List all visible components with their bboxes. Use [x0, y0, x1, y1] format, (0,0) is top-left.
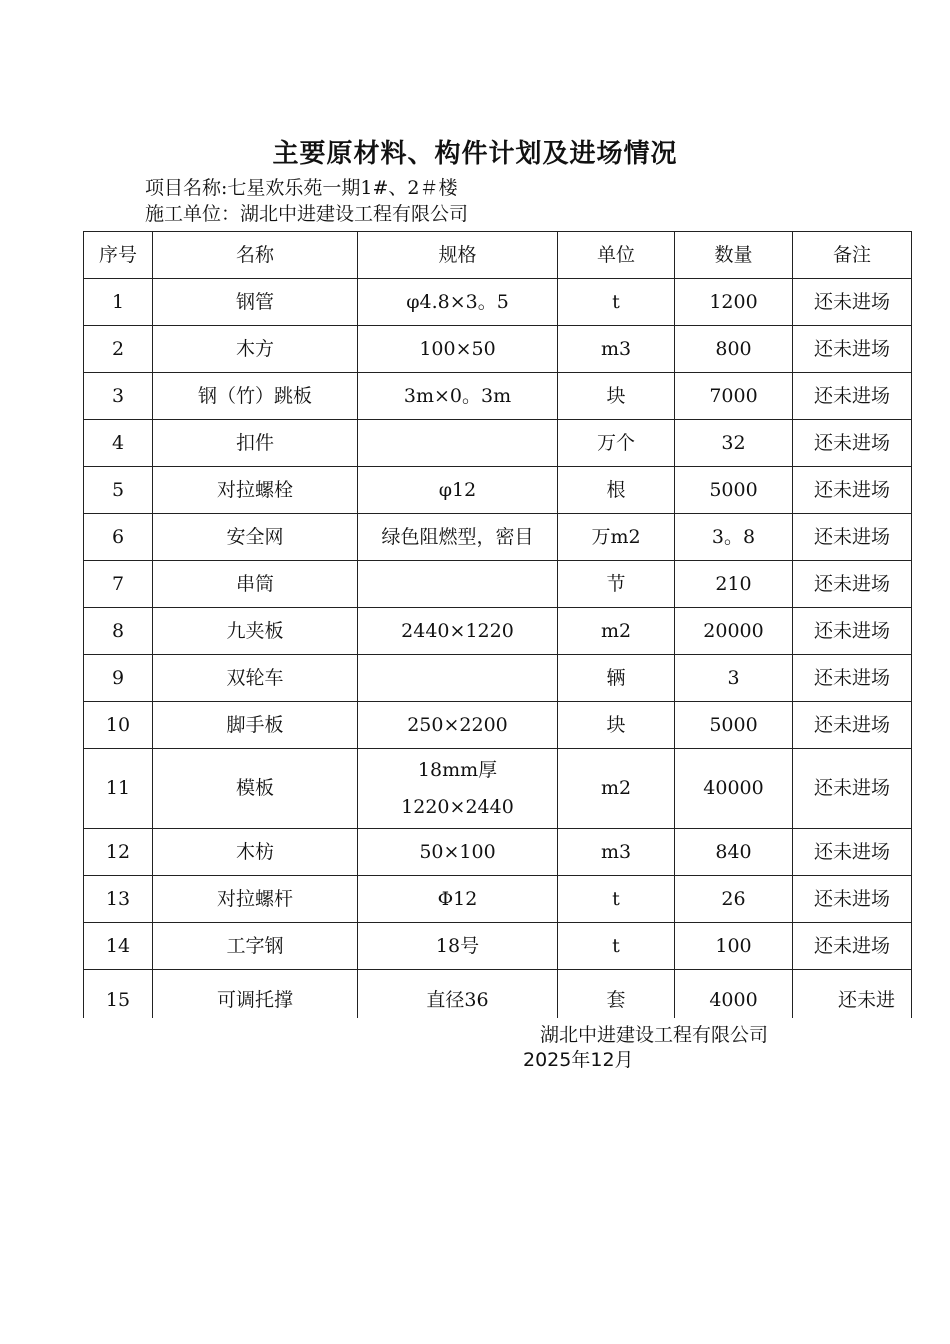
cell-note: 还未进场: [793, 923, 912, 970]
cell-qty: 840: [675, 829, 793, 876]
table-row: [84, 373, 912, 420]
cell-qty: 40000: [675, 749, 793, 829]
cell-name: 脚手板: [153, 702, 358, 749]
cell-no: 11: [84, 749, 153, 829]
table-row: [84, 326, 912, 373]
cell-spec: 100×50: [358, 326, 558, 373]
cell-qty: 4000: [675, 970, 793, 1019]
cell-qty: 5000: [675, 702, 793, 749]
cell-name: 对拉螺杆: [153, 876, 358, 923]
cell-no: 3: [84, 373, 153, 420]
cell-qty: 5000: [675, 467, 793, 514]
cell-qty: 32: [675, 420, 793, 467]
cell-unit: m3: [558, 829, 675, 876]
cell-unit: t: [558, 923, 675, 970]
cell-no: 8: [84, 608, 153, 655]
table-row: [84, 923, 912, 970]
cell-qty: 3: [675, 655, 793, 702]
cell-unit: t: [558, 279, 675, 326]
cell-no: 14: [84, 923, 153, 970]
table-row: [84, 467, 912, 514]
cell-qty: 1200: [675, 279, 793, 326]
cell-name: 可调托撑: [153, 970, 358, 1019]
materials-table: [83, 231, 912, 1018]
cell-note: 还未进场: [793, 326, 912, 373]
table-row: [84, 702, 912, 749]
page-title: 主要原材料、构件计划及进场情况: [272, 139, 678, 169]
project-name: 项目名称:七星欢乐苑一期1#、2＃楼: [145, 177, 458, 199]
table-header-row: [84, 232, 912, 279]
construction-unit: 施工单位：湖北中进建设工程有限公司: [145, 203, 469, 225]
cell-no: 15: [84, 970, 153, 1019]
table-row: [84, 970, 912, 1019]
cell-note: 还未进场: [793, 876, 912, 923]
cell-spec: 绿色阻燃型，密目: [358, 514, 558, 561]
header-note: 备注: [793, 232, 912, 279]
header-qty: 数量: [675, 232, 793, 279]
cell-qty: 7000: [675, 373, 793, 420]
cell-qty: 210: [675, 561, 793, 608]
cell-note: 还未进场: [793, 561, 912, 608]
cell-unit: t: [558, 876, 675, 923]
cell-no: 7: [84, 561, 153, 608]
cell-spec: 50×100: [358, 829, 558, 876]
cell-unit: 套: [558, 970, 675, 1019]
cell-name: 钢管: [153, 279, 358, 326]
table-row: [84, 876, 912, 923]
cell-note: 还未进场: [793, 702, 912, 749]
cell-spec: [358, 749, 558, 829]
cell-note: 还未进场: [793, 829, 912, 876]
cell-unit: 块: [558, 373, 675, 420]
cell-spec: Φ12: [358, 876, 558, 923]
cell-no: 12: [84, 829, 153, 876]
header-no: 序号: [84, 232, 153, 279]
cell-qty: 3。8: [675, 514, 793, 561]
footer-company: 湖北中进建设工程有限公司: [540, 1024, 769, 1046]
cell-name: 九夹板: [153, 608, 358, 655]
table-row: [84, 561, 912, 608]
cell-name: 对拉螺栓: [153, 467, 358, 514]
header-unit: 单位: [558, 232, 675, 279]
cell-no: 6: [84, 514, 153, 561]
cell-no: 10: [84, 702, 153, 749]
cell-note: 还未进场: [793, 373, 912, 420]
cell-unit: 块: [558, 702, 675, 749]
cell-spec: 直径36: [358, 970, 558, 1019]
cell-no: 4: [84, 420, 153, 467]
cell-note: 还未进场: [793, 608, 912, 655]
cell-unit: 根: [558, 467, 675, 514]
cell-qty: 100: [675, 923, 793, 970]
cell-qty: 800: [675, 326, 793, 373]
cell-name: 工字钢: [153, 923, 358, 970]
cell-spec: 18号: [358, 923, 558, 970]
cell-unit: 节: [558, 561, 675, 608]
cell-no: 1: [84, 279, 153, 326]
header-spec: 规格: [358, 232, 558, 279]
cell-note: 还未进场: [793, 655, 912, 702]
cell-unit: m2: [558, 608, 675, 655]
cell-unit: m3: [558, 326, 675, 373]
cell-name: 木方: [153, 326, 358, 373]
cell-note: 还未进场: [793, 514, 912, 561]
cell-note: 还未进场: [793, 279, 912, 326]
cell-note: 还未进场: [793, 420, 912, 467]
table-row: [84, 608, 912, 655]
cell-spec: φ12: [358, 467, 558, 514]
table-row: [84, 829, 912, 876]
footer-date: 2025年12月: [523, 1049, 634, 1071]
cell-name: 安全网: [153, 514, 358, 561]
cell-note: 还未进场: [793, 749, 912, 829]
cell-no: 13: [84, 876, 153, 923]
cell-note: 还未进场: [793, 467, 912, 514]
cell-qty: 26: [675, 876, 793, 923]
cell-no: 2: [84, 326, 153, 373]
cell-name: 双轮车: [153, 655, 358, 702]
cell-unit: 万个: [558, 420, 675, 467]
cell-note: 还未进: [793, 970, 912, 1019]
table-row: [84, 279, 912, 326]
cell-name: 串筒: [153, 561, 358, 608]
cell-spec: 3m×0。3m: [358, 373, 558, 420]
cell-spec: 2440×1220: [358, 608, 558, 655]
cell-no: 5: [84, 467, 153, 514]
table-row: [84, 749, 912, 829]
cell-spec: [358, 561, 558, 608]
table-row: [84, 514, 912, 561]
table-row: [84, 420, 912, 467]
cell-spec: φ4.8×3。5: [358, 279, 558, 326]
cell-unit: 辆: [558, 655, 675, 702]
cell-unit: m2: [558, 749, 675, 829]
cell-unit: 万m2: [558, 514, 675, 561]
cell-name: 扣件: [153, 420, 358, 467]
spec-line-size: 1220×2440: [401, 795, 514, 818]
cell-spec: [358, 420, 558, 467]
cell-name: 木枋: [153, 829, 358, 876]
header-name: 名称: [153, 232, 358, 279]
spec-line-thickness: 18mm厚: [417, 759, 498, 782]
cell-spec: 250×2200: [358, 702, 558, 749]
cell-name: 钢（竹）跳板: [153, 373, 358, 420]
table-row: [84, 655, 912, 702]
cell-qty: 20000: [675, 608, 793, 655]
cell-spec: [358, 655, 558, 702]
cell-name: 模板: [153, 749, 358, 829]
cell-no: 9: [84, 655, 153, 702]
